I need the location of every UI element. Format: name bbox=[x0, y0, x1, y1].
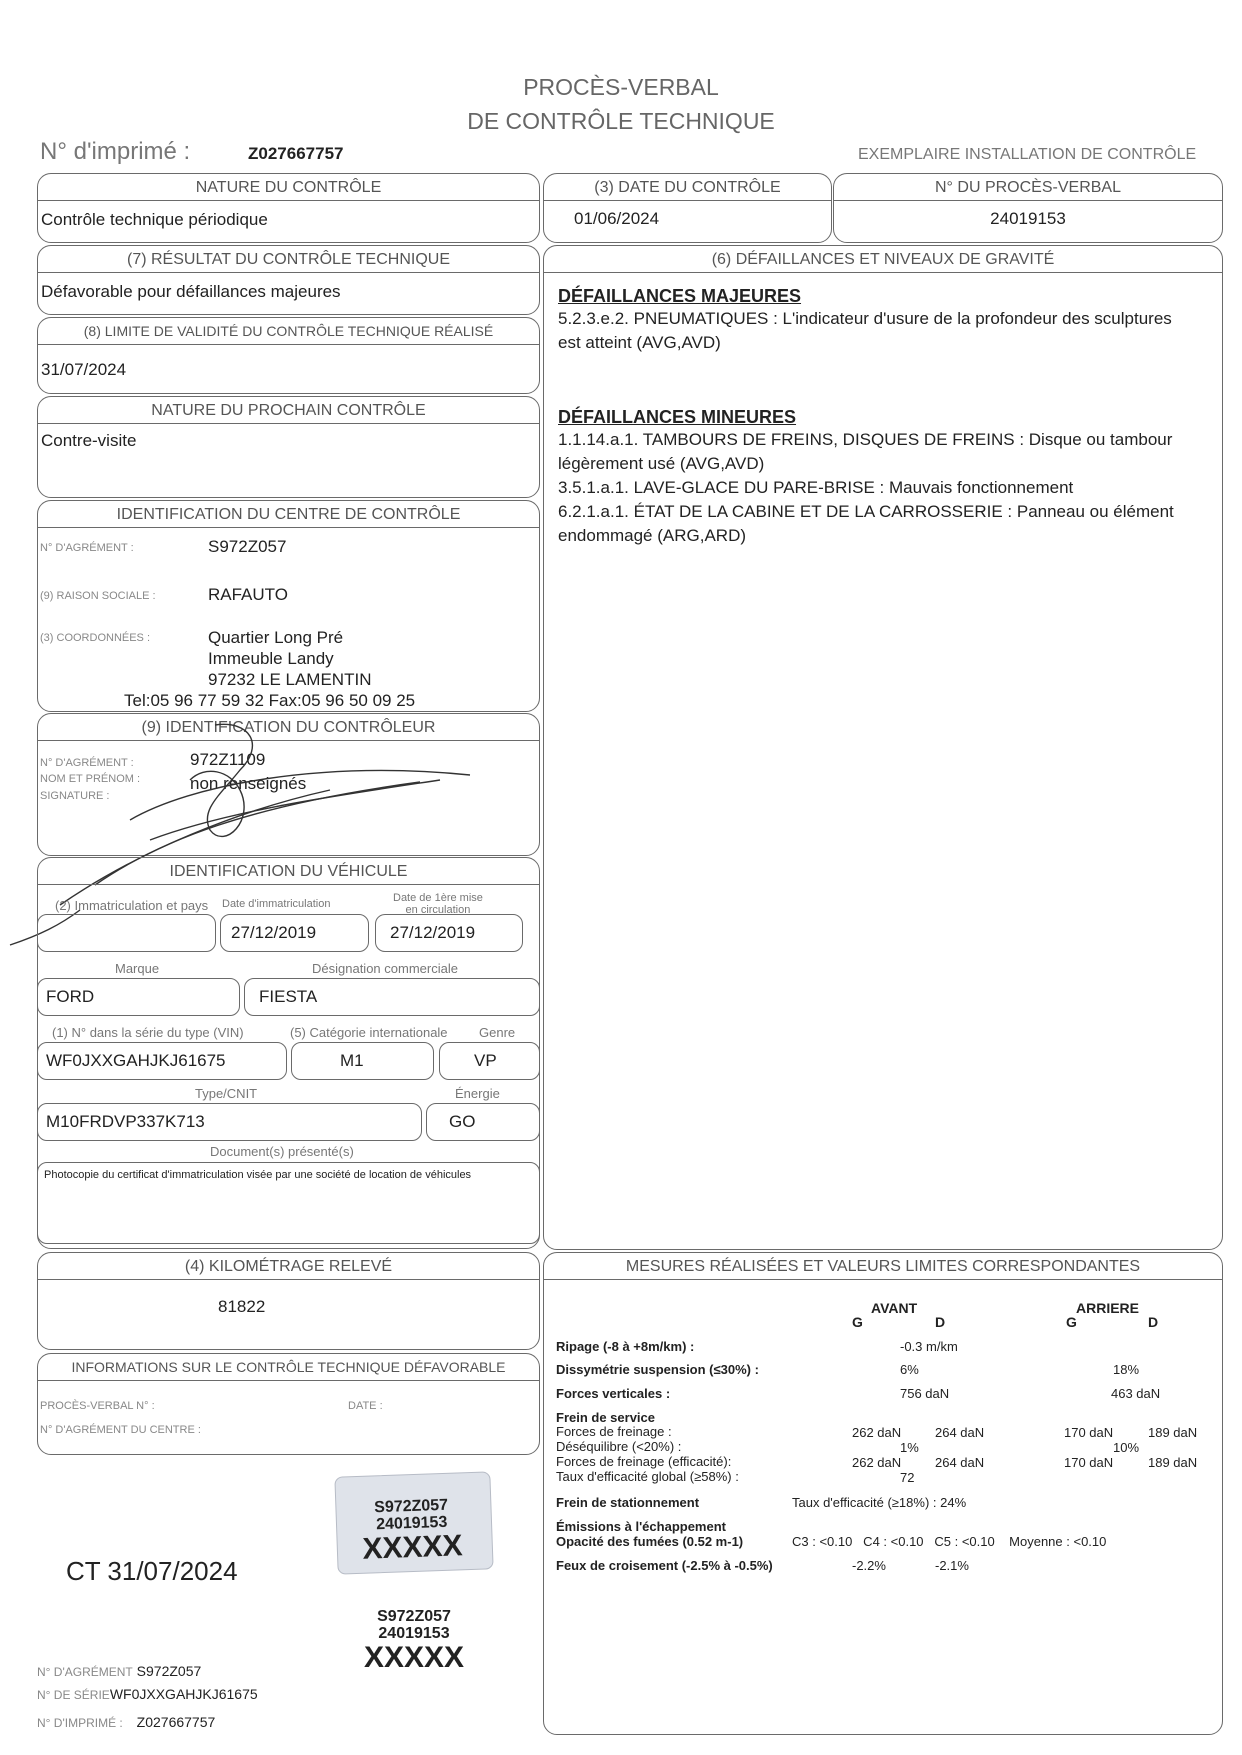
validite-value: 31/07/2024 bbox=[41, 360, 127, 379]
infos-date-label: DATE : bbox=[348, 1400, 383, 1412]
immat-label: (2) Immatriculation et pays bbox=[55, 898, 209, 913]
taux-global-label: Taux d'efficacité global (≥58%) : bbox=[556, 1469, 739, 1484]
vin-field: WF0JXXGAHJKJ61675 bbox=[37, 1042, 287, 1080]
resultat-value: Défavorable pour défaillances majeures bbox=[41, 282, 341, 301]
categorie-field: M1 bbox=[291, 1042, 434, 1080]
opacite-value: C3 : <0.10 C4 : <0.10 C5 : <0.10 Moyenne : <0.10 bbox=[792, 1534, 1107, 1549]
num-pv-value: 24019153 bbox=[990, 209, 1066, 228]
kilometrage-header: (4) KILOMÉTRAGE RELEVÉ bbox=[38, 1253, 539, 1280]
date-mise-label-1: Date de 1ère mise bbox=[393, 892, 483, 904]
desequilibre-ar: 10% bbox=[1113, 1440, 1140, 1455]
arriere-g-label: G bbox=[1066, 1314, 1077, 1330]
marque-field: FORD bbox=[37, 978, 240, 1016]
ct-date-label: CT 31/07/2024 bbox=[66, 1556, 238, 1586]
forces-eff-avd: 264 daN bbox=[935, 1455, 985, 1470]
sticker-code: XXXXX bbox=[361, 1529, 464, 1566]
infos-pv-label: PROCÈS-VERBAL N° : bbox=[40, 1400, 155, 1412]
exemplaire-label: EXEMPLAIRE INSTALLATION DE CONTRÔLE bbox=[858, 146, 1197, 163]
avant-g-label: G bbox=[852, 1314, 863, 1330]
forces-vert-label: Forces verticales : bbox=[556, 1386, 671, 1401]
stamp-agrement: S972Z057 bbox=[377, 1608, 451, 1625]
centre-agrement-value: S972Z057 bbox=[208, 537, 287, 556]
sticker-agrement: S972Z057 bbox=[373, 1496, 449, 1517]
date-controle-value: 01/06/2024 bbox=[574, 209, 660, 228]
forces-frein-arg: 170 daN bbox=[1064, 1425, 1114, 1440]
date-immat-label: Date d'immatriculation bbox=[222, 898, 331, 910]
documents-label: Document(s) présenté(s) bbox=[210, 1144, 354, 1159]
opacite-label: Opacité des fumées (0.52 m-1) bbox=[556, 1534, 744, 1549]
forces-eff-label: Forces de freinage (efficacité): bbox=[556, 1454, 732, 1469]
kilometrage-box bbox=[37, 1252, 540, 1350]
categorie-label: (5) Catégorie internationale bbox=[290, 1025, 448, 1040]
mesures-box bbox=[543, 1252, 1223, 1735]
forces-eff-ard: 189 daN bbox=[1148, 1455, 1198, 1470]
vehicule-header: IDENTIFICATION DU VÉHICULE bbox=[38, 858, 539, 885]
footer-serie-value: WF0JXXGAHJKJ61675 bbox=[109, 1686, 258, 1702]
infos-agrement-label: N° D'AGRÉMENT DU CENTRE : bbox=[40, 1424, 201, 1436]
vin-label: (1) N° dans la série du type (VIN) bbox=[52, 1025, 244, 1040]
footer-imprime-label: N° D'IMPRIMÉ : bbox=[37, 1716, 123, 1730]
energie-field: GO bbox=[426, 1103, 540, 1141]
feux-label: Feux de croisement (-2.5% à -0.5%) bbox=[556, 1558, 773, 1573]
defaillances-content bbox=[558, 286, 1183, 548]
immat-field bbox=[37, 914, 216, 952]
avant-label: AVANT bbox=[871, 1300, 918, 1316]
controleur-signature-label: SIGNATURE : bbox=[40, 790, 110, 802]
mesures-header: MESURES RÉALISÉES ET VALEURS LIMITES CORRESPONDANTES bbox=[544, 1253, 1222, 1280]
designation-field: FIESTA bbox=[244, 978, 540, 1016]
forces-frein-avg: 262 daN bbox=[852, 1425, 902, 1440]
centre-coord-label: (3) COORDONNÉES : bbox=[40, 632, 151, 644]
forces-eff-arg: 170 daN bbox=[1064, 1455, 1114, 1470]
sticker-text bbox=[341, 1496, 483, 1567]
arriere-label: ARRIERE bbox=[1076, 1300, 1140, 1316]
arriere-d-label: D bbox=[1148, 1314, 1159, 1330]
feux-d: -2.1% bbox=[935, 1558, 969, 1573]
forces-frein-avd: 264 daN bbox=[935, 1425, 985, 1440]
centre-box bbox=[37, 500, 540, 712]
infos-defav-header: INFORMATIONS SUR LE CONTRÔLE TECHNIQUE DÉFAVORABLE bbox=[38, 1354, 539, 1381]
resultat-box bbox=[37, 245, 540, 315]
centre-agrement-label: N° D'AGRÉMENT : bbox=[40, 542, 134, 554]
footer-imprime-value: Z027667757 bbox=[136, 1714, 216, 1730]
date-immat-field: 27/12/2019 bbox=[220, 914, 369, 952]
infos-defav-box bbox=[37, 1353, 540, 1455]
footer-agrement-label: N° D'AGRÉMENT bbox=[37, 1665, 133, 1679]
centre-address-line-1: Quartier Long Pré bbox=[208, 628, 344, 647]
feux-g: -2.2% bbox=[852, 1558, 886, 1573]
nature-controle-header: NATURE DU CONTRÔLE bbox=[38, 174, 539, 201]
dissym-av: 6% bbox=[900, 1362, 919, 1377]
mineure-item: 1.1.14.a.1. TAMBOURS DE FREINS, DISQUES DE FREINS : Disque ou tambour légèrement usé (AVG,AVD) bbox=[558, 430, 1173, 473]
footer-imprime bbox=[37, 1714, 215, 1730]
taux-global-value: 72 bbox=[900, 1470, 915, 1485]
kilometrage-value: 81822 bbox=[218, 1297, 266, 1316]
desequilibre-label: Déséquilibre (<20%) : bbox=[556, 1439, 682, 1454]
controleur-agrement-label: N° D'AGRÉMENT : bbox=[40, 757, 134, 769]
stamp-text bbox=[344, 1608, 484, 1674]
stationnement-value: Taux d'efficacité (≥18%) : 24% bbox=[792, 1495, 967, 1510]
forces-vert-av: 756 daN bbox=[900, 1386, 950, 1401]
date-controle-box bbox=[543, 173, 832, 243]
mineures-title: DÉFAILLANCES MINEURES bbox=[558, 407, 797, 427]
dissym-label: Dissymétrie suspension (≤30%) : bbox=[556, 1362, 759, 1377]
defaillances-header: (6) DÉFAILLANCES ET NIVEAUX DE GRAVITÉ bbox=[544, 246, 1222, 273]
avant-d-label: D bbox=[935, 1314, 946, 1330]
controleur-agrement-value: 972Z1109 bbox=[190, 750, 266, 769]
controleur-header: (9) IDENTIFICATION DU CONTRÔLEUR bbox=[38, 714, 539, 741]
document-title bbox=[0, 70, 1242, 138]
date-mise-field: 27/12/2019 bbox=[375, 914, 523, 952]
stamp-code: XXXXX bbox=[363, 1641, 465, 1674]
prochain-box bbox=[37, 396, 540, 498]
forces-frein-ard: 189 daN bbox=[1148, 1425, 1198, 1440]
footer-agrement-value: S972Z057 bbox=[136, 1663, 202, 1679]
controleur-nom-label: NOM ET PRÉNOM : bbox=[40, 773, 141, 785]
stamp-pv: 24019153 bbox=[378, 1625, 450, 1642]
footer-serie-label: N° DE SÉRIE bbox=[37, 1688, 110, 1702]
prochain-header: NATURE DU PROCHAIN CONTRÔLE bbox=[38, 397, 539, 424]
frein-service-label: Frein de service bbox=[556, 1410, 655, 1425]
centre-header: IDENTIFICATION DU CENTRE DE CONTRÔLE bbox=[38, 501, 539, 528]
centre-address-line-2: Immeuble Landy bbox=[208, 649, 334, 668]
designation-label: Désignation commerciale bbox=[312, 961, 458, 976]
genre-field: VP bbox=[439, 1042, 540, 1080]
forces-eff-avg: 262 daN bbox=[852, 1455, 902, 1470]
marque-label: Marque bbox=[115, 961, 160, 976]
mineure-item: 6.2.1.a.1. ÉTAT DE LA CABINE ET DE LA CARROSSERIE : Panneau ou élément endommagé (ARG,ARD) bbox=[558, 502, 1174, 545]
ripage-label: Ripage (-8 à +8m/km) : bbox=[556, 1339, 695, 1354]
num-pv-header: N° DU PROCÈS-VERBAL bbox=[834, 174, 1222, 201]
documents-field bbox=[37, 1162, 540, 1244]
ripage-value: -0.3 m/km bbox=[900, 1339, 958, 1354]
date-controle-header: (3) DATE DU CONTRÔLE bbox=[544, 174, 831, 201]
imprime-number: Z027667757 bbox=[248, 144, 344, 163]
footer-agrement bbox=[37, 1663, 201, 1679]
type-field: M10FRDVP337K713 bbox=[37, 1103, 422, 1141]
num-pv-box bbox=[833, 173, 1223, 243]
centre-tel: Tel:05 96 77 59 32 Fax:05 96 50 09 25 bbox=[124, 691, 416, 710]
centre-raison-label: (9) RAISON SOCIALE : bbox=[40, 590, 156, 602]
desequilibre-av: 1% bbox=[900, 1440, 919, 1455]
date-mise-label-2: en circulation bbox=[405, 904, 471, 916]
genre-label: Genre bbox=[479, 1025, 516, 1040]
nature-controle-value: Contrôle technique périodique bbox=[41, 210, 268, 229]
forces-frein-label: Forces de freinage : bbox=[556, 1424, 672, 1439]
title-line-1: PROCÈS-VERBAL bbox=[523, 74, 719, 100]
majeure-item: 5.2.3.e.2. PNEUMATIQUES : L'indicateur d'usure de la profondeur des sculptures est atteint (AVG,AVD) bbox=[558, 309, 1172, 352]
centre-raison-value: RAFAUTO bbox=[208, 585, 288, 604]
majeures-title: DÉFAILLANCES MAJEURES bbox=[558, 286, 802, 306]
date-mise-label bbox=[393, 892, 483, 916]
nature-controle-box bbox=[37, 173, 540, 243]
documents-value: Photocopie du certificat d'immatriculation visée par une société de location de véhicules bbox=[44, 1169, 472, 1181]
validite-header: (8) LIMITE DE VALIDITÉ DU CONTRÔLE TECHNIQUE RÉALISÉ bbox=[38, 318, 539, 345]
stationnement-label: Frein de stationnement bbox=[556, 1495, 700, 1510]
imprime-label: N° d'imprimé : bbox=[40, 138, 191, 165]
prochain-value: Contre-visite bbox=[41, 431, 137, 450]
dissym-ar: 18% bbox=[1113, 1362, 1140, 1377]
emissions-label: Émissions à l'échappement bbox=[556, 1519, 726, 1534]
defaillances-box bbox=[543, 245, 1223, 1250]
type-label: Type/CNIT bbox=[195, 1086, 258, 1101]
validite-box bbox=[37, 317, 540, 394]
energie-label: Énergie bbox=[455, 1086, 500, 1101]
sticker-pv: 24019153 bbox=[375, 1513, 448, 1534]
forces-vert-ar: 463 daN bbox=[1111, 1386, 1161, 1401]
controleur-nom-value: non renseignés bbox=[190, 774, 307, 793]
title-line-2: DE CONTRÔLE TECHNIQUE bbox=[467, 108, 775, 134]
mineure-item: 3.5.1.a.1. LAVE-GLACE DU PARE-BRISE : Mauvais fonctionnement bbox=[558, 478, 1074, 497]
resultat-header: (7) RÉSULTAT DU CONTRÔLE TECHNIQUE bbox=[38, 246, 539, 273]
centre-address-line-3: 97232 LE LAMENTIN bbox=[208, 670, 372, 689]
centre-address bbox=[208, 627, 371, 690]
footer-serie bbox=[37, 1686, 258, 1702]
